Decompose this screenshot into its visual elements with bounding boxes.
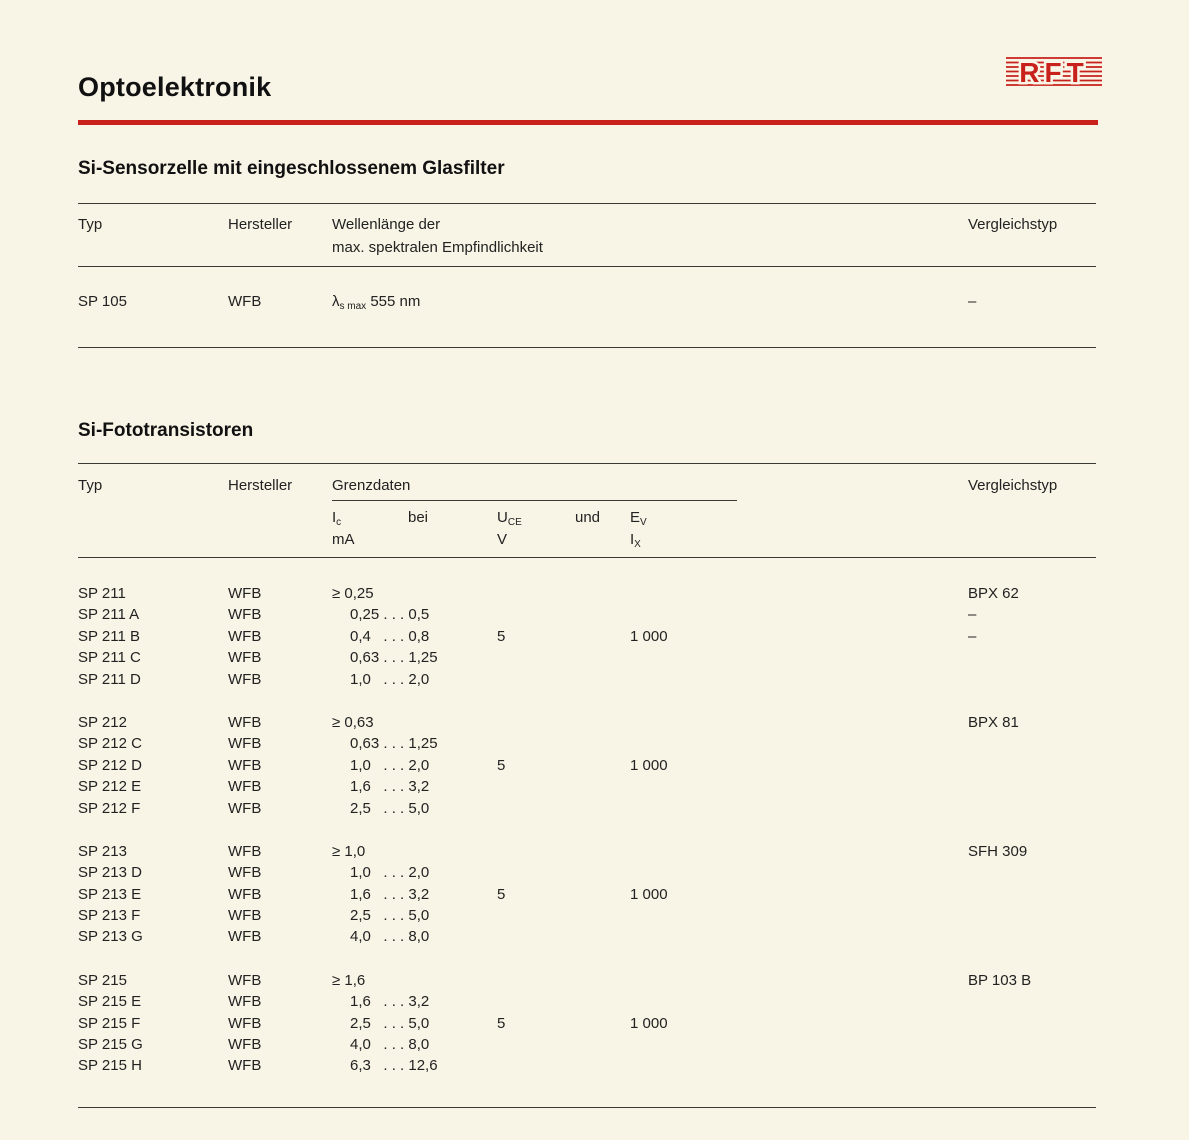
table-row [78,671,1096,692]
cell-hersteller: WFB [228,928,262,946]
table-row [78,778,1096,799]
cell-ic: 0,4 . . . 0,8 [350,627,430,645]
cell-typ: SP 212 [78,713,127,731]
col-vergleichstyp: Vergleichstyp [968,477,1058,494]
table-row [78,649,1096,670]
cell-hersteller: WFB [228,907,262,925]
table-row [78,1015,1096,1036]
col-hersteller: Hersteller [228,216,293,233]
cell-typ: SP 212 C [78,735,142,753]
cell-ev: 1 000 [630,627,668,645]
cell-hersteller: WFB [228,864,262,882]
cell-typ: SP 213 G [78,928,143,946]
cell-typ: SP 211 [78,585,126,602]
col-wellenlaenge-line2: max. spektralen Empfindlichkeit [332,239,543,256]
col-wellenlaenge: Wellenlänge der [332,216,441,233]
cell-typ: SP 212 E [78,778,142,796]
cell-ic: 4,0 . . . 8,0 [350,1036,430,1054]
cell-hersteller: WFB [228,1036,262,1054]
cell-ic: 1,0 . . . 2,0 [350,864,430,882]
row-group [78,714,1096,821]
cell-ic: 1,0 . . . 2,0 [350,670,430,688]
sensor-table [78,203,1096,348]
cell-hersteller: WFB [228,670,262,688]
cell-typ: SP 215 G [78,1036,143,1054]
table-row [78,800,1096,821]
cell-typ: SP 211 C [78,649,141,667]
cell-ic: 4,0 . . . 8,0 [350,928,430,946]
rft-logo-text: RFT [1019,57,1089,88]
cell-typ: SP 211 B [78,627,140,645]
cell-vergleichstyp: – [968,606,977,624]
row-group [78,585,1096,692]
cell-wellenlaenge [332,293,420,312]
section-heading-fototransistoren: Si-Fototransistoren [78,420,254,441]
cell-ic: 2,5 . . . 5,0 [350,907,430,925]
lambda-subscript: s max [339,301,367,312]
cell-hersteller: WFB [228,606,262,624]
table-rule-top [78,463,1096,464]
cell-typ: SP 213 F [78,907,141,925]
cell-vergleichstyp: SFH 309 [968,842,1028,860]
table-rule-mid [78,557,1096,558]
sensor-table-row [78,293,1096,317]
cell-hersteller: WFB [228,649,262,667]
grenzdaten-subheader [78,509,1096,531]
transistor-rows [78,585,1096,1101]
cell-ic: 2,5 . . . 5,0 [350,1014,430,1032]
cell-hersteller: WFB [228,713,262,731]
cell-vergleichstyp: BP 103 B [968,971,1032,989]
col-bei: bei [408,509,429,526]
cell-ic: 1,6 . . . 3,2 [350,993,430,1011]
table-row [78,585,1096,606]
cell-hersteller: WFB [228,842,262,860]
cell-uce: 5 [497,885,506,903]
cell-ic: ≥ 0,63 [332,713,374,731]
cell-typ: SP 215 H [78,1057,142,1075]
cell-typ: SP 211 D [78,670,141,688]
col-grenzdaten: Grenzdaten [332,477,411,494]
cell-ic: ≥ 1,0 [332,842,366,860]
transistor-table [78,463,1096,1113]
lambda-value: 555 nm [366,293,421,310]
cell-uce: 5 [497,756,506,774]
col-uce: $U_{CE}$ [497,509,522,528]
table-row [78,606,1096,627]
cell-ic: ≥ 0,25 [332,585,374,602]
cell-ic: 1,0 . . . 2,0 [350,756,430,774]
cell-ev: 1 000 [630,885,668,903]
table-row [78,843,1096,864]
col-vergleichstyp: Vergleichstyp [968,216,1058,233]
col-typ: Typ [78,477,103,494]
table-rule-bottom [78,347,1096,348]
cell-typ: SP 213 [78,842,127,860]
cell-hersteller: WFB [228,993,262,1011]
col-ev: $E_V$ [630,509,647,528]
cell-hersteller: WFB [228,1057,262,1075]
cell-typ: SP 213 D [78,864,142,882]
cell-vergleichstyp: – [968,293,977,310]
cell-hersteller: WFB [228,799,262,817]
grenzdaten-underline [332,500,737,501]
table-row [78,864,1096,885]
cell-hersteller: WFB [228,756,262,774]
cell-vergleichstyp: BPX 62 [968,585,1019,602]
cell-ic: 1,6 . . . 3,2 [350,778,430,796]
lambda-symbol: λ [332,293,340,310]
cell-ic: 2,5 . . . 5,0 [350,799,430,817]
unit-ix: $I_X$ [630,531,641,550]
table-row [78,628,1096,649]
section-heading-sensorzelle: Si-Sensorzelle mit eingeschlossenem Glasfilter [78,158,505,179]
cell-hersteller: WFB [228,1014,262,1032]
title-rule [78,120,1098,125]
table-row [78,928,1096,949]
rft-logo [1006,55,1102,94]
sensor-table-header [78,216,1096,262]
cell-ev: 1 000 [630,1014,668,1032]
col-typ: Typ [78,216,103,233]
unit-v: V [497,531,508,548]
cell-uce: 5 [497,627,506,645]
table-row [78,993,1096,1014]
table-row [78,907,1096,928]
cell-ic: 0,63 . . . 1,25 [350,649,438,667]
cell-vergleichstyp: BPX 81 [968,713,1019,731]
cell-ic: 1,6 . . . 3,2 [350,885,430,903]
table-rule-mid [78,266,1096,267]
rft-logo-icon [1006,55,1102,89]
table-row [78,714,1096,735]
row-group [78,972,1096,1079]
grenzdaten-units-row [78,531,1096,553]
cell-hersteller: WFB [228,778,262,796]
cell-typ: SP 213 E [78,885,142,903]
table-row [78,757,1096,778]
unit-ma: mA [332,531,355,548]
table-row [78,972,1096,993]
cell-hersteller: WFB [228,885,262,903]
cell-hersteller: WFB [228,585,262,602]
row-group [78,843,1096,950]
col-ic: $I_c$ [332,509,342,528]
cell-hersteller: WFB [228,627,262,645]
cell-typ: SP 211 A [78,606,140,624]
cell-vergleichstyp: – [968,627,977,645]
cell-hersteller: WFB [228,971,262,989]
cell-hersteller: WFB [228,293,262,310]
cell-ic: ≥ 1,6 [332,971,366,989]
table-rule-top [78,203,1096,204]
cell-ic: 0,25 . . . 0,5 [350,606,430,624]
table-row [78,1036,1096,1057]
cell-typ: SP 105 [78,293,127,310]
col-hersteller: Hersteller [228,477,293,494]
cell-typ: SP 212 F [78,799,141,817]
cell-ev: 1 000 [630,756,668,774]
transistor-table-header [78,477,1096,499]
table-row [78,1057,1096,1078]
page-title: Optoelektronik [78,72,272,102]
cell-hersteller: WFB [228,735,262,753]
table-row [78,886,1096,907]
table-row [78,735,1096,756]
cell-typ: SP 215 E [78,993,142,1011]
cell-typ: SP 215 [78,971,127,989]
col-und: und [575,509,601,526]
page-rule-bottom [78,1107,1096,1108]
cell-uce: 5 [497,1014,506,1032]
cell-typ: SP 215 F [78,1014,141,1032]
cell-ic: 6,3 . . . 12,6 [350,1057,438,1075]
cell-ic: 0,63 . . . 1,25 [350,735,438,753]
cell-typ: SP 212 D [78,756,142,774]
